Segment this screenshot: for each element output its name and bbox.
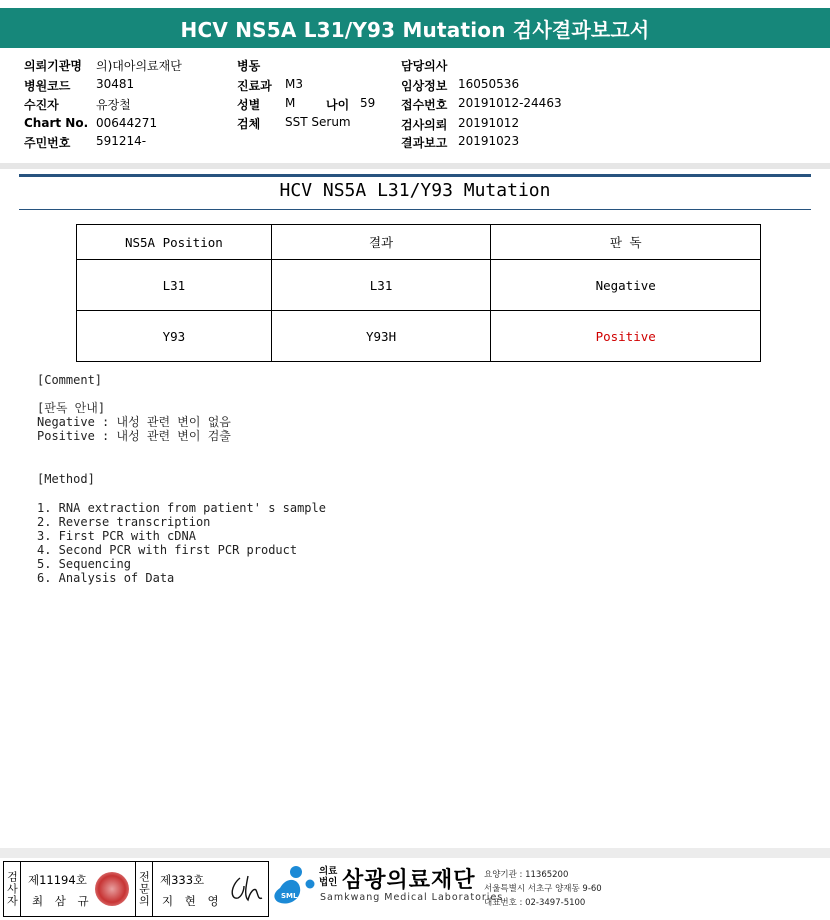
resident-no-label: 주민번호 <box>24 136 71 150</box>
section-divider <box>0 163 830 169</box>
method-step: 6. Analysis of Data <box>37 571 175 585</box>
official-seal-icon <box>95 872 129 906</box>
header-position: NS5A Position <box>77 225 272 260</box>
receipt-no-value: 20191012-24463 <box>458 96 562 110</box>
clinical-info-value: 16050536 <box>458 77 520 91</box>
resident-no-value: 591214- <box>96 134 147 148</box>
chart-no-value: 00644271 <box>96 116 158 130</box>
title-rule-bottom <box>19 209 811 210</box>
table-row <box>77 260 761 311</box>
results-header-row <box>77 225 761 260</box>
patient-name-label: 수진자 <box>24 98 59 112</box>
examiner-license: 제11194호 <box>28 873 87 887</box>
method-step: 4. Second PCR with first PCR product <box>37 543 298 557</box>
test-subtitle: HCV NS5A L31/Y93 Mutation <box>279 180 551 201</box>
specialist-name: 지 현 영 <box>162 894 223 908</box>
table-row <box>77 311 761 362</box>
row-position: L31 <box>77 260 272 311</box>
report-title-banner <box>0 8 830 48</box>
org-address: 서울특별시 서초구 양재동 9-60 <box>484 884 602 894</box>
header-interpretation: 판 독 <box>491 225 761 260</box>
results-table <box>76 224 761 362</box>
method-step: 5. Sequencing <box>37 557 131 571</box>
chart-no-label: Chart No. <box>24 116 89 130</box>
report-date-label: 결과보고 <box>401 136 448 150</box>
sex-label: 성별 <box>237 98 261 112</box>
footer-divider <box>0 848 830 858</box>
department-value: M3 <box>285 77 303 91</box>
examiner-name: 최 삼 규 <box>32 894 93 908</box>
institution-label: 의뢰기관명 <box>24 59 82 73</box>
clinical-info-label: 임상정보 <box>401 79 448 93</box>
request-date-value: 20191012 <box>458 116 520 130</box>
method-step: 2. Reverse transcription <box>37 515 211 529</box>
org-phone: 대표번호 : 02-3497-5100 <box>484 898 586 908</box>
examiner-label-text: 검사자 <box>5 871 19 907</box>
row-result: Y93H <box>271 311 491 362</box>
specialist-license: 제333호 <box>160 873 205 887</box>
guide-heading: [판독 안내] <box>37 401 106 415</box>
institution-value: 의)대아의료재단 <box>96 59 182 73</box>
specimen-value: SST Serum <box>285 115 351 129</box>
row-result: L31 <box>271 260 491 311</box>
row-interpretation-positive: Positive <box>491 311 761 362</box>
report-date-value: 20191023 <box>458 134 520 148</box>
org-english: Samkwang Medical Laboratories <box>320 892 504 903</box>
sex-value: M <box>285 96 296 110</box>
ward-label: 병동 <box>237 59 261 73</box>
org-prefix <box>319 866 341 888</box>
hospital-code-label: 병원코드 <box>24 79 71 93</box>
title-rule-top <box>19 174 811 177</box>
report-title: HCV NS5A L31/Y93 Mutation 검사결과보고서 <box>180 17 650 42</box>
header-result: 결과 <box>271 225 491 260</box>
guide-line-positive: Positive : 내성 관련 변이 검출 <box>37 429 231 443</box>
method-step: 3. First PCR with cDNA <box>37 529 196 543</box>
specialist-label-text: 전문의 <box>137 871 151 907</box>
patient-name-value: 유장철 <box>96 98 131 112</box>
signature-icon <box>226 872 266 908</box>
comment-heading: [Comment] <box>37 373 103 387</box>
receipt-no-label: 접수번호 <box>401 98 448 112</box>
age-value: 59 <box>360 96 376 110</box>
hospital-code-value: 30481 <box>96 77 135 91</box>
specimen-label: 검체 <box>237 117 261 131</box>
examiner-label <box>4 862 21 916</box>
care-number: 요양기관 : 11365200 <box>484 870 569 880</box>
request-date-label: 검사의뢰 <box>401 118 448 132</box>
org-name: 삼광의료재단 <box>342 868 476 893</box>
method-heading: [Method] <box>37 472 95 486</box>
row-interpretation-negative: Negative <box>491 260 761 311</box>
org-prefix-text: 의료법인 <box>319 866 338 888</box>
row-position: Y93 <box>77 311 272 362</box>
guide-line-negative: Negative : 내성 관련 변이 없음 <box>37 415 231 429</box>
specialist-label <box>135 862 153 916</box>
sml-logo-icon <box>270 862 318 912</box>
doctor-label: 담당의사 <box>401 59 448 73</box>
department-label: 진료과 <box>237 79 272 93</box>
logo-text: SML <box>281 892 298 900</box>
age-label: 나이 <box>326 98 350 112</box>
signature-box <box>3 861 269 917</box>
method-step: 1. RNA extraction from patient' s sample <box>37 501 326 515</box>
